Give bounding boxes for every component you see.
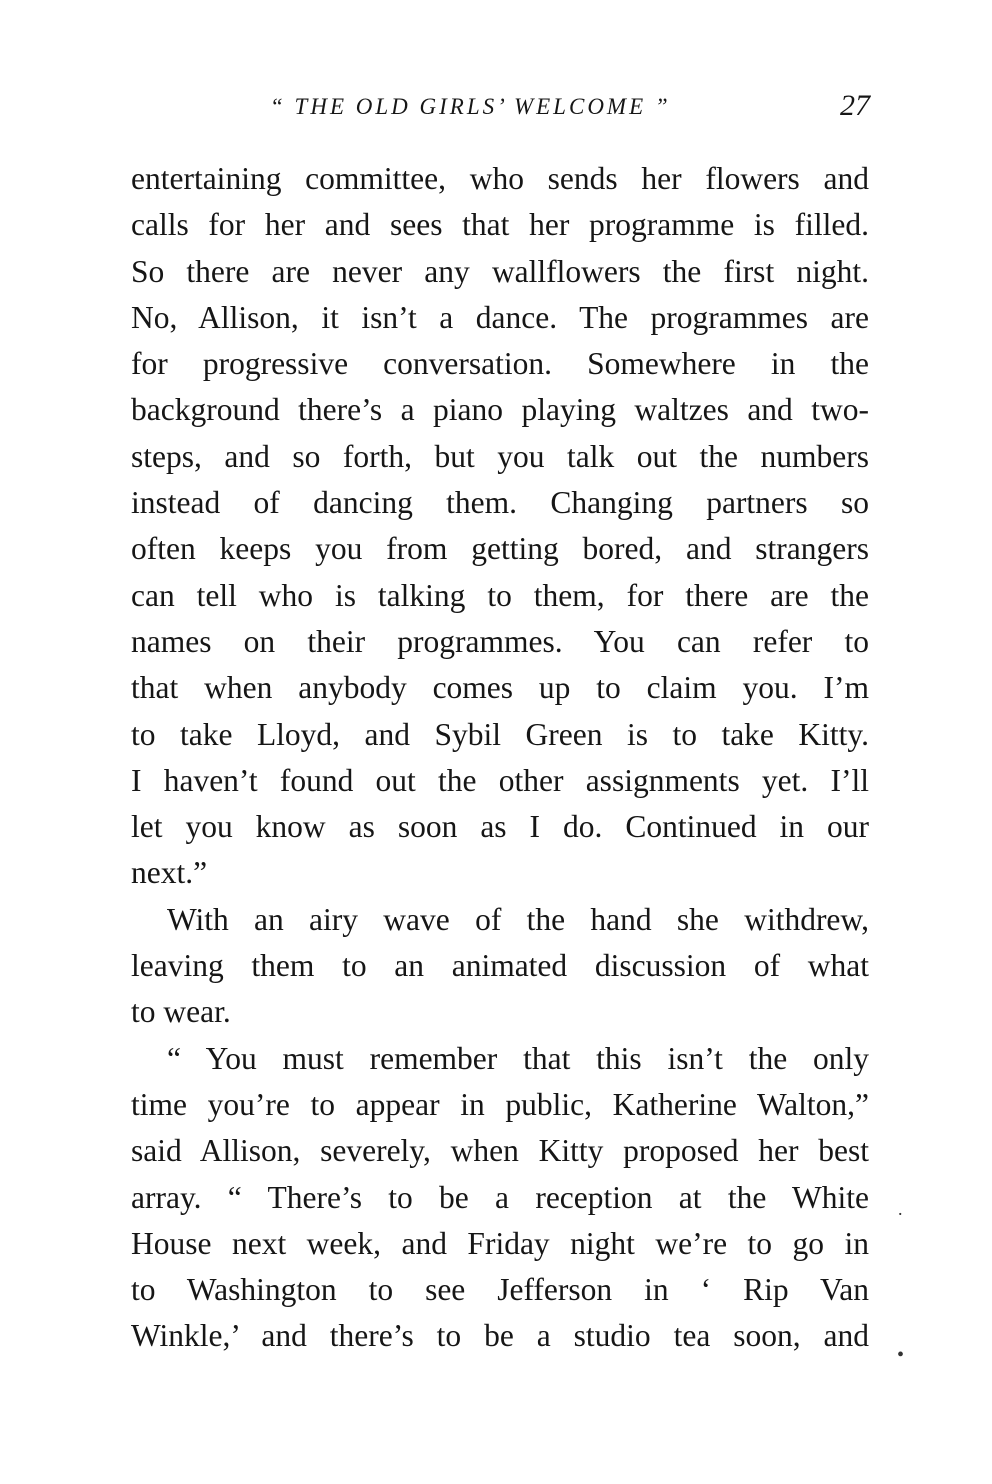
text-line: I haven’t found out the other assignments yet. I’ll xyxy=(131,762,869,798)
text-line: steps, and so forth, but you talk out the numbers xyxy=(131,438,869,474)
text-line: names on their programmes. You can refer to xyxy=(131,623,869,659)
paragraph-2 xyxy=(131,897,869,1036)
text-line: No, Allison, it isn’t a dance. The programmes are xyxy=(131,299,869,335)
text-line: With an airy wave of the hand she withdrew, xyxy=(167,901,869,937)
text-line: “ You must remember that this isn’t the only xyxy=(167,1040,869,1076)
text-line: said Allison, severely, when Kitty proposed her best xyxy=(131,1133,869,1169)
text-line: instead of dancing them. Changing partners so xyxy=(131,485,869,521)
text-line: to take Lloyd, and Sybil Green is to take Kitty. xyxy=(131,716,869,752)
text-line: House next week, and Friday night we’re to go in xyxy=(131,1225,869,1261)
text-line: Winkle,’ and there’s to be a studio tea soon, and xyxy=(131,1318,869,1354)
text-line: next.” xyxy=(131,855,208,891)
text-line: calls for her and sees that her programme is filled. xyxy=(131,207,869,243)
running-title: “ THE OLD GIRLS’ WELCOME ” xyxy=(270,94,671,119)
text-line: background there’s a piano playing waltzes and two- xyxy=(131,392,869,428)
text-line: to wear. xyxy=(131,994,231,1030)
text-line: array. “ There’s to be a reception at the White xyxy=(131,1179,869,1215)
text-line: let you know as soon as I do. Continued in our xyxy=(131,809,869,845)
margin-mark: • xyxy=(897,1344,905,1366)
body-text xyxy=(131,156,869,1360)
text-line: So there are never any wallflowers the first night. xyxy=(131,253,869,289)
margin-mark: . xyxy=(898,1199,903,1219)
text-line: for progressive conversation. Somewhere in the xyxy=(131,346,869,382)
paragraph-3 xyxy=(131,1036,869,1360)
text-line: that when anybody comes up to claim you. I’m xyxy=(131,670,869,706)
page-number: 27 xyxy=(840,89,870,122)
text-line: time you’re to appear in public, Katherine Walton,” xyxy=(131,1086,869,1122)
running-head xyxy=(130,89,870,132)
paragraph-1 xyxy=(131,156,869,897)
text-line: often keeps you from getting bored, and strangers xyxy=(131,531,869,567)
text-line: to Washington to see Jefferson in ‘ Rip Van xyxy=(131,1272,869,1308)
text-line: can tell who is talking to them, for there are the xyxy=(131,577,869,613)
text-line: entertaining committee, who sends her flowers and xyxy=(131,161,869,196)
text-line: leaving them to an animated discussion of what xyxy=(131,948,869,984)
